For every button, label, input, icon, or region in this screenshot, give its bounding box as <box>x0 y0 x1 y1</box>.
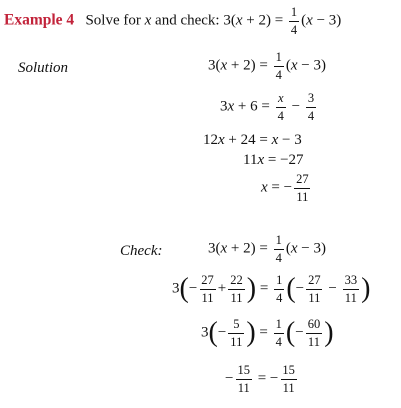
chk1-frac-num: 1 <box>275 233 282 247</box>
check-label: Check: <box>120 243 163 259</box>
chk4-fraction-1 <box>235 364 252 394</box>
solution-line-1 <box>208 51 326 81</box>
chk3-fraction-3 <box>306 318 323 348</box>
sol1-rhs-x: x <box>290 57 298 74</box>
chk3-three: 3 <box>201 324 209 341</box>
chk2-frac3-num: 1 <box>276 273 283 287</box>
chk3-fraction-2 <box>274 318 284 348</box>
chk1-rhs-b: − 3) <box>297 240 326 257</box>
header-var: x <box>144 12 152 29</box>
chk2-frac5-den: 11 <box>344 290 357 305</box>
header-frac-den: 4 <box>290 22 298 37</box>
header-frac-num: 1 <box>290 5 298 19</box>
chk1-fraction <box>274 234 284 264</box>
chk2-minus3: − <box>324 280 341 297</box>
sol3-x2: x <box>271 132 279 148</box>
chk1-lhs-x: x <box>220 240 228 257</box>
header-fraction <box>289 6 299 36</box>
sol2-fraction-2 <box>306 92 316 122</box>
chk3-minus2: − <box>295 324 304 341</box>
header-text-before: Solve for <box>85 12 141 29</box>
chk2-fraction-2 <box>228 274 245 304</box>
chk2-frac2-num: 22 <box>230 273 243 287</box>
header-mid: + 2) = <box>242 12 287 29</box>
chk4-frac1-num: 15 <box>237 363 250 377</box>
chk3-frac3-den: 11 <box>307 334 320 349</box>
chk3-close-paren: ) <box>246 317 256 348</box>
header-x3: x <box>306 12 313 29</box>
sol1-frac-num: 1 <box>275 50 282 64</box>
chk4-frac2-num: 15 <box>282 363 295 377</box>
sol2-frac1-num: x <box>277 91 284 105</box>
chk3-close-paren-2: ) <box>324 317 334 348</box>
sol2-frac1-den: 4 <box>277 108 284 123</box>
sol2-frac2-den: 4 <box>307 108 315 123</box>
sol2-fraction-1 <box>276 92 286 122</box>
header-x2: x <box>235 12 243 29</box>
sol5-x: x <box>261 179 268 196</box>
sol1-fraction <box>274 51 284 81</box>
chk4-frac1-den: 11 <box>237 380 250 395</box>
chk1-lhs-a: 3( <box>208 240 221 257</box>
sol5-fraction <box>294 173 311 203</box>
chk4-frac2-den: 11 <box>282 380 295 395</box>
sol3-x1: x <box>218 132 225 148</box>
chk3-frac1-den: 11 <box>230 334 243 349</box>
example-label: Example 4 <box>4 11 75 29</box>
sol2-minus: − <box>287 98 304 115</box>
sol2-lhs-b: + 6 = <box>234 98 274 115</box>
chk2-open-paren-2: ( <box>286 273 296 304</box>
chk2-minus2: − <box>295 280 305 297</box>
sol4-a: 11 <box>243 152 258 168</box>
chk4-minus1: − <box>225 370 234 387</box>
chk2-fraction-3 <box>274 274 284 304</box>
chk2-fraction-5 <box>343 274 360 304</box>
chk2-frac3-den: 4 <box>276 290 283 305</box>
sol2-frac2-num: 3 <box>307 91 315 105</box>
chk2-fraction-4 <box>306 274 323 304</box>
chk2-plus: + <box>217 280 227 297</box>
chk2-frac2-den: 11 <box>230 290 243 305</box>
sol1-lhs-b: + 2) = <box>227 57 272 74</box>
example-header <box>4 6 341 36</box>
chk3-frac2-num: 1 <box>275 317 282 331</box>
header-tail-b: − 3) <box>312 12 342 29</box>
header-tail-a: ( <box>301 12 307 29</box>
chk4-eq: = − <box>253 370 279 387</box>
chk2-frac1-den: 11 <box>201 290 214 305</box>
chk1-frac-den: 4 <box>275 250 282 265</box>
chk1-rhs-x: x <box>290 240 298 257</box>
sol2-lhs-x: x <box>227 98 235 115</box>
chk1-lhs-b: + 2) = <box>227 240 272 257</box>
check-line-4 <box>225 364 299 394</box>
sol5-frac-den: 11 <box>296 189 309 204</box>
sol4-x1: x <box>257 152 265 168</box>
chk3-frac3-num: 60 <box>307 317 321 331</box>
chk2-three: 3 <box>172 280 180 297</box>
sol3-c: − 3 <box>278 132 302 148</box>
solution-line-5 <box>261 173 313 203</box>
chk2-frac5-num: 33 <box>344 273 358 287</box>
chk2-close-paren-2: ) <box>361 273 371 304</box>
chk2-close-paren: ) <box>246 273 257 304</box>
sol1-rhs-a: ( <box>285 57 291 74</box>
chk3-open-paren-2: ( <box>285 317 296 348</box>
chk4-fraction-2 <box>280 364 297 394</box>
solution-label: Solution <box>18 60 69 76</box>
chk2-minus1: − <box>188 280 198 297</box>
sol3-b: + 24 = <box>224 132 272 148</box>
sol4-b: = −27 <box>264 152 304 168</box>
chk1-rhs-a: ( <box>285 240 291 257</box>
chk3-minus1: − <box>217 324 227 341</box>
chk2-frac4-den: 11 <box>308 290 321 305</box>
sol1-rhs-b: − 3) <box>297 57 326 74</box>
chk3-eq: = <box>255 324 272 341</box>
check-line-2 <box>172 274 370 304</box>
chk2-eq: = <box>256 280 273 297</box>
sol2-lhs-a: 3 <box>220 98 228 115</box>
chk2-frac4-num: 27 <box>308 273 321 287</box>
solution-line-2 <box>220 92 318 122</box>
solution-line-3 <box>203 132 302 149</box>
chk3-open-paren: ( <box>208 317 218 348</box>
sol5-b: = − <box>267 179 293 196</box>
check-line-1 <box>208 234 326 264</box>
sol3-a: 12 <box>203 132 218 148</box>
chk2-fraction-1 <box>199 274 216 304</box>
sol1-lhs-x: x <box>220 57 228 74</box>
sol5-frac-num: 27 <box>296 172 309 186</box>
chk3-frac2-den: 4 <box>275 334 282 349</box>
chk3-frac1-num: 5 <box>233 317 240 331</box>
sol1-lhs-a: 3( <box>208 57 221 74</box>
chk2-frac1-num: 27 <box>201 273 214 287</box>
sol1-frac-den: 4 <box>275 67 282 82</box>
chk3-fraction-1 <box>228 318 244 348</box>
check-line-3 <box>201 318 334 348</box>
chk2-open-paren: ( <box>179 273 189 304</box>
solution-line-4 <box>243 152 304 169</box>
header-text-after: and check: 3( <box>155 12 236 29</box>
